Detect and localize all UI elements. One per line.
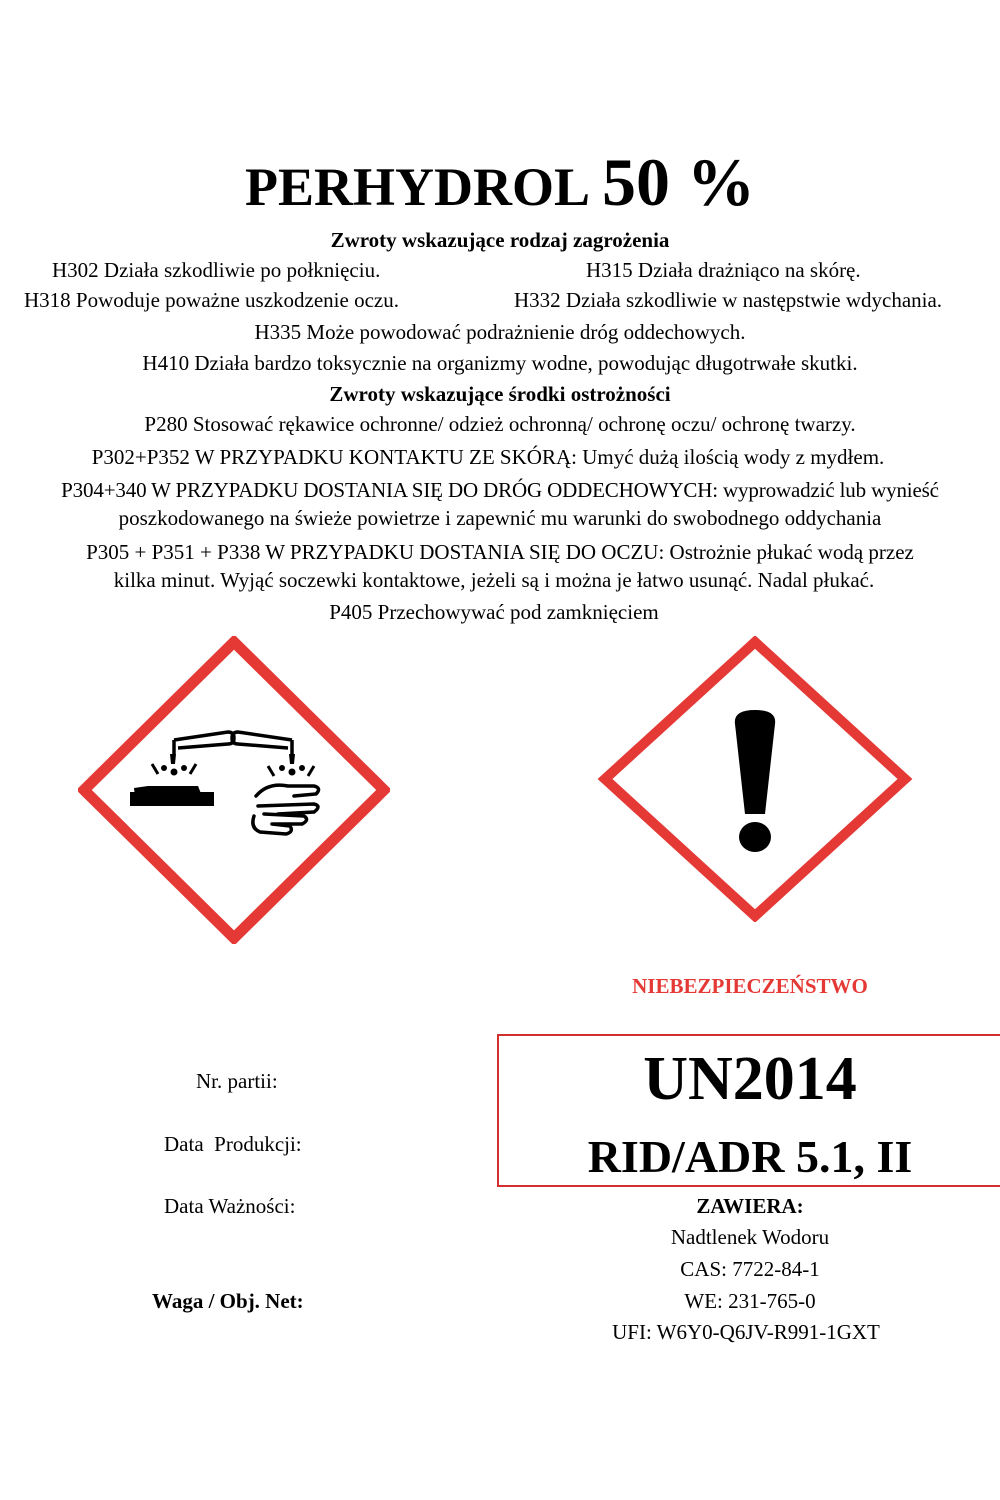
transport-class: RID/ADR 5.1, II [587, 1131, 913, 1182]
net-weight-label: Waga / Obj. Net: [152, 1289, 304, 1313]
precaution-p305-line2: kilka minut. Wyjąć soczewki kontaktowe, jeżeli są i można je łatwo usunąć. Nadal płukać. [113, 568, 875, 592]
signal-word: NIEBEZPIECZEŃSTWO [632, 974, 868, 998]
batch-number-label: Nr. partii: [196, 1069, 278, 1093]
precaution-p405: P405 Przechowywać pod zamknięciem [329, 600, 659, 624]
contents-ufi: UFI: W6Y0-Q6JV-R991-1GXT [612, 1320, 880, 1344]
hazard-h315: H315 Działa drażniąco na skórę. [586, 258, 861, 282]
contents-we: WE: 231-765-0 [684, 1289, 816, 1313]
contents-substance: Nadtlenek Wodoru [670, 1225, 830, 1249]
precaution-p304-line2: poszkodowanego na świeże powietrze i zapewnić mu warunki do swobodnego oddychania [118, 506, 882, 530]
expiry-date-label: Data Ważności: [164, 1194, 296, 1218]
product-title [0, 144, 1000, 220]
exclamation-mark-icon [597, 636, 913, 922]
precaution-p305-line1: P305 + P351 + P338 W PRZYPADKU DOSTANIA SIĘ DO OCZU: Ostrożnie płukać wodą przez [86, 540, 914, 564]
contents-header: ZAWIERA: [696, 1194, 804, 1218]
corrosion-icon [78, 636, 390, 944]
precaution-statements-header: Zwroty wskazujące środki ostrożności [329, 382, 671, 406]
hazard-h332: H332 Działa szkodliwie w następstwie wdychania. [514, 288, 943, 312]
hazard-h335: H335 Może powodować podrażnienie dróg oddechowych. [254, 320, 746, 344]
hazard-h410: H410 Działa bardzo toksycznie na organizmy wodne, powodując długotrwałe skutki. [142, 351, 858, 375]
un-number: UN2014 [643, 1045, 857, 1113]
hazard-h318: H318 Powoduje poważne uszkodzenie oczu. [24, 288, 399, 312]
product-concentration: 50 % [602, 144, 755, 220]
hazard-statements-header: Zwroty wskazujące rodzaj zagrożenia [330, 228, 670, 252]
product-name: PERHYDROL [244, 157, 590, 217]
contents-cas: CAS: 7722-84-1 [680, 1257, 820, 1281]
hazard-h302: H302 Działa szkodliwie po połknięciu. [52, 258, 381, 282]
production-date-label: Data Produkcji: [164, 1132, 302, 1156]
precaution-p304-line1: P304+340 W PRZYPADKU DOSTANIA SIĘ DO DRÓG ODDECHOWYCH: wyprowadzić lub wynieść [61, 478, 939, 502]
precaution-p302: P302+P352 W PRZYPADKU KONTAKTU ZE SKÓRĄ: Umyć dużą ilością wody z mydłem. [91, 445, 885, 469]
precaution-p280: P280 Stosować rękawice ochronne/ odzież ochronną/ ochronę oczu/ ochronę twarzy. [144, 412, 856, 436]
